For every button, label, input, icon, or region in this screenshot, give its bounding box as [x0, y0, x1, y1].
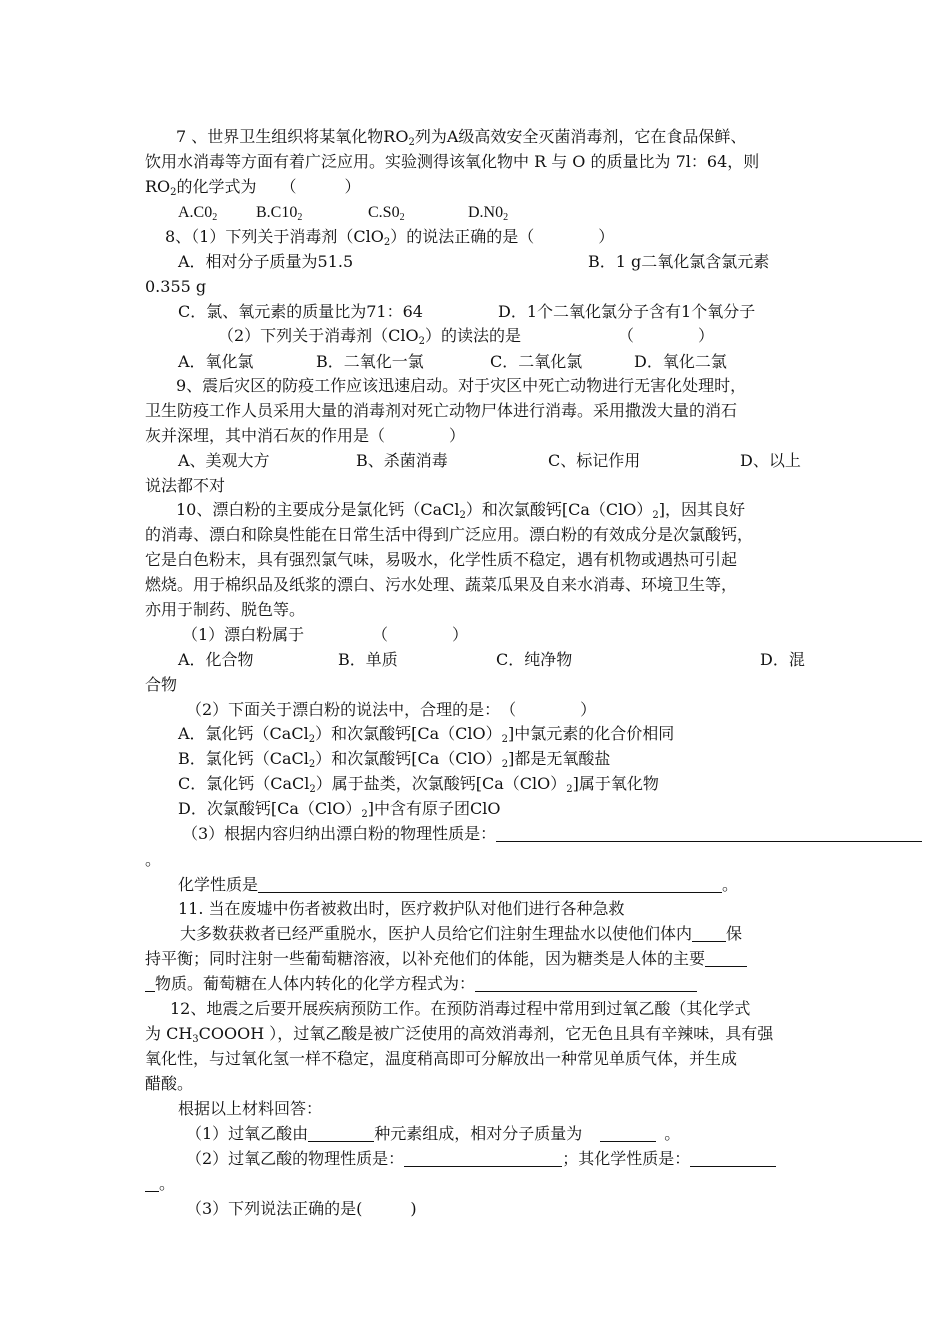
- q8-option-b-cont: 0.355 g: [145, 277, 207, 296]
- q10-part3-end: 。: [145, 850, 162, 869]
- q8-part1-stem: 8、（1）下列关于消毒剂（ClO$_2$）的说法正确的是（ ）: [165, 227, 615, 248]
- q9-line-2: 卫生防疫工作人员采用大量的消毒剂对死亡动物尸体进行消毒。采用撒泼大量的消石: [145, 401, 738, 420]
- q8-part2-option-b: B．二氧化一氯: [316, 352, 424, 371]
- q8-part2-option-c: C．二氧化氯: [490, 352, 583, 371]
- q7-line-2: 饮用水消毒等方面有着广泛应用。实验测得该氧化物中 R 与 O 的质量比为 7l：64，则: [145, 152, 760, 171]
- q10-line-1: 10、漂白粉的主要成分是氯化钙（CaCl$_2$）和次氯酸钙$[Ca(ClO)_2]$，因其良好: [176, 500, 746, 521]
- q12-molecular-mass-blank[interactable]: [600, 1127, 656, 1142]
- q11-equation-blank[interactable]: [475, 977, 697, 992]
- q8-part2-option-d: D．氧化二氯: [634, 352, 727, 371]
- q10-line-2: 的消毒、漂白和除臭性能在日常生活中得到广泛应用。漂白粉的有效成分是次氯酸钙，: [145, 525, 754, 544]
- q10-part2-stem: （2）下面关于漂白粉的说法中，合理的是： （ ）: [186, 700, 597, 719]
- q12-chemical-property-blank-cont: [145, 1177, 159, 1192]
- q7-line-3: $RO_2$的化学式为 （ ）: [145, 177, 361, 198]
- q7-option-b: $B.C10_2$: [256, 204, 303, 223]
- q12-line-2: 为 $CH_3COOOH$ ），过氧乙酸是被广泛使用的高效消毒剂，它无色且具有辛辣味，具有强: [145, 1024, 774, 1045]
- q10-part2-option-d: D．次氯酸钙$[Ca(ClO)_2]$中含有原子团ClO: [178, 799, 501, 820]
- q7-option-c: $C.S0_2$: [368, 204, 405, 223]
- q8-option-a: A．相对分子质量为51.5: [178, 252, 354, 271]
- q12-line-3: 氧化性，与过氧化氢一样不稳定，温度稍高即可分解放出一种常见单质气体，并生成: [145, 1049, 738, 1068]
- q8-part2-paren: （ ）: [618, 326, 715, 345]
- q10-part1-paren: （ ）: [372, 625, 469, 644]
- q11-blank-2-cont: [145, 977, 155, 992]
- q10-chemical-answer-blank[interactable]: [258, 878, 722, 893]
- q11-line-2: 大多数获救者已经严重脱水，医护人员给它们注射生理盐水以使他们体内 保: [180, 924, 743, 943]
- q7-option-a: $A.C0_2$: [178, 204, 218, 223]
- q12-part2-end: 。: [145, 1174, 175, 1194]
- q10-part1-option-d: D．混: [760, 650, 805, 669]
- q10-line-3: 它是白色粉末，具有强烈氯气味，易吸水，化学性质不稳定，遇有机物或遇热可引起: [145, 550, 738, 569]
- q12-part3: （3）下列说法正确的是( ): [186, 1199, 417, 1218]
- q10-part1-option-c: C．纯净物: [496, 650, 573, 669]
- q10-part1-option-b: B．单质: [338, 650, 398, 669]
- q12-part2: （2）过氧乙酸的物理性质是： ；其化学性质是：: [186, 1149, 776, 1169]
- q10-part2-option-c: C．氯化钙（CaCl$_2$）属于盐类，次氯酸钙$[Ca(ClO)_2]$属于氧化物: [178, 774, 659, 795]
- q12-chemical-property-blank[interactable]: [690, 1152, 776, 1167]
- q9-option-c: C、标记作用: [548, 451, 641, 470]
- q10-line-4: 燃烧。用于棉织品及纸浆的漂白、污水处理、蔬菜瓜果及自来水消毒、环境卫生等，: [145, 575, 738, 594]
- q10-physical-answer-blank[interactable]: [496, 827, 922, 842]
- q9-option-d: D、以上: [740, 451, 801, 470]
- q12-line-1: 12、地震之后要开展疾病预防工作。在预防消毒过程中常用到过氧乙酸（其化学式: [170, 999, 751, 1018]
- q9-option-d-cont: 说法都不对: [145, 476, 226, 495]
- q9-line-3: 灰并深埋，其中消石灰的作用是（ ）: [145, 426, 466, 445]
- q9-option-a: A、美观大方: [178, 451, 270, 470]
- q11-line-4: 物质。葡萄糖在人体内转化的化学方程式为：: [145, 974, 697, 994]
- q10-part1-stem: （1）漂白粉属于: [182, 625, 305, 644]
- q11-line-3: 持平衡；同时注射一些葡萄糖溶液，以补充他们的体能，因为糖类是人体的主要: [145, 949, 747, 969]
- q8-part2-stem: （2）下列关于消毒剂（ClO$_2$）的读法的是: [218, 326, 522, 347]
- q10-line-5: 亦用于制药、脱色等。: [145, 600, 306, 619]
- q12-part1: （1）过氧乙酸由 种元素组成，相对分子质量为 。: [186, 1124, 681, 1143]
- q12-physical-property-blank[interactable]: [404, 1152, 562, 1167]
- q10-part2-option-a: A．氯化钙（CaCl$_2$）和次氯酸钙$[Ca(ClO)_2]$中氯元素的化合价相同: [178, 724, 675, 745]
- q10-chemical-line: 化学性质是 。: [178, 875, 739, 894]
- q12-element-count-blank[interactable]: [308, 1127, 374, 1142]
- q11-blank-1[interactable]: [692, 927, 726, 942]
- q11-blank-2[interactable]: [705, 952, 747, 967]
- q9-option-b: B、杀菌消毒: [356, 451, 448, 470]
- q7-option-d: $D.N0_2$: [468, 204, 509, 223]
- q8-option-d: D．1个二氧化氯分子含有1个氧分子: [498, 302, 756, 321]
- q11-line-1: 11. 当在废墟中伤者被救出时，医疗救护队对他们进行各种急救: [178, 899, 625, 918]
- q12-line-4: 醋酸。: [145, 1074, 194, 1093]
- q10-part1-option-a: A．化合物: [178, 650, 254, 669]
- q12-intro: 根据以上材料回答：: [178, 1099, 323, 1118]
- q10-part3-stem: （3）根据内容归纳出漂白粉的物理性质是：: [182, 824, 922, 844]
- q8-part2-option-a: A．氧化氯: [178, 352, 254, 371]
- q9-line-1: 9、震后灾区的防疫工作应该迅速启动。对于灾区中死亡动物进行无害化处理时，: [176, 376, 747, 395]
- q7-line-1: 7 、世界卫生组织将某氧化物$RO_2$列为A级高效安全灭菌消毒剂，它在食品保鲜、: [176, 127, 747, 148]
- q10-part2-option-b: B．氯化钙（CaCl$_2$）和次氯酸钙$[Ca(ClO)_2]$都是无氧酸盐: [178, 749, 611, 770]
- q10-part1-option-d-cont: 合物: [145, 675, 178, 694]
- q8-option-b: B．1 g二氧化氯含氯元素: [588, 252, 770, 271]
- q8-option-c: C．氯、氧元素的质量比为71：64: [178, 302, 423, 321]
